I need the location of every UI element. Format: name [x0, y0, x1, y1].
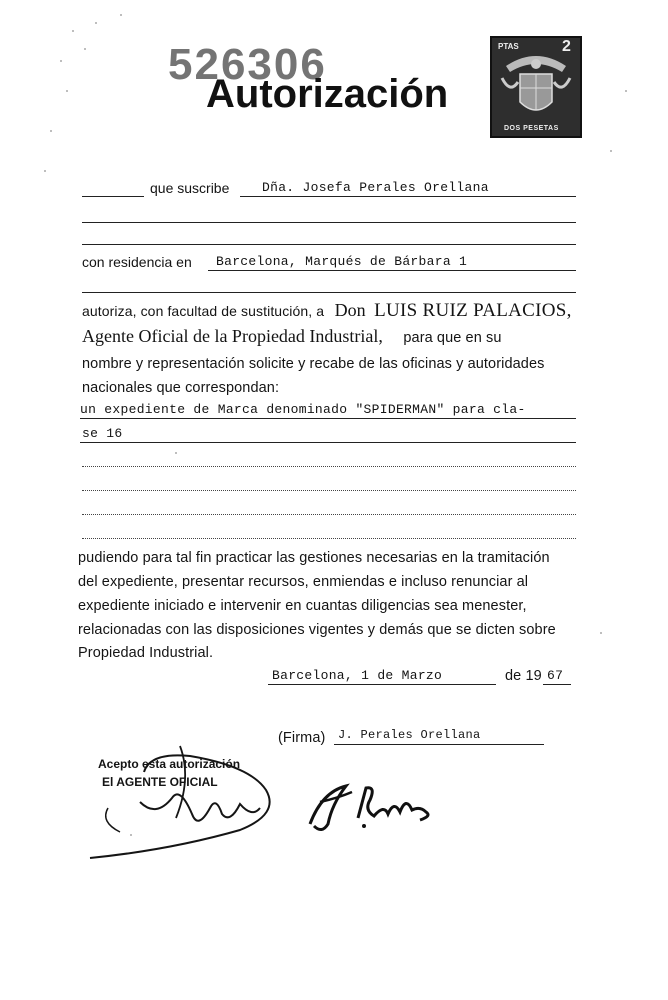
body-line-4: nacionales que correspondan: [82, 380, 280, 396]
year-line [543, 684, 571, 685]
blank-line [82, 292, 576, 293]
acceptance-line-2: El AGENTE OFICIAL [102, 775, 218, 789]
que-suscribe-label: que suscribe [150, 180, 230, 196]
agent-prefix: Don [334, 300, 366, 320]
residence-line [208, 270, 576, 271]
stamp-denomination-top: PTAS [498, 42, 519, 51]
closing-line-4: relacionadas con las disposiciones vigentes y demás que se dicten sobre [78, 622, 556, 638]
closing-line-1: pudiendo para tal fin practicar las gestiones necesarias en la tramitación [78, 550, 550, 566]
place-date: Barcelona, 1 de Marzo [272, 668, 443, 683]
year-value: 67 [547, 668, 564, 683]
agent-title: Agente Oficial de la Propiedad Industrial, [82, 326, 383, 346]
year-label: de 19 [505, 668, 542, 684]
blank-line [82, 514, 576, 515]
place-date-line [268, 684, 496, 685]
signer-name: Dña. Josefa Perales Orellana [262, 180, 489, 195]
blank-line [82, 222, 576, 223]
stamp-text: DOS PESETAS [504, 125, 559, 132]
page-title: Autorización [206, 72, 449, 116]
file-number: 526306 [168, 40, 327, 89]
typed-signer-name: J. Perales Orellana [338, 728, 481, 742]
signature-line [334, 744, 544, 745]
coat-of-arms-icon [492, 38, 580, 136]
acceptance-line-1: Acepto esta autorización [98, 757, 241, 771]
blank-line [82, 538, 576, 539]
stamp-denomination-value: 2 [562, 38, 571, 55]
fiscal-stamp [490, 36, 582, 138]
para-text: para que en su [403, 330, 502, 346]
blank-line [82, 466, 576, 467]
closing-line-3: expediente iniciado e intervenir en cuantas diligencias sea menester, [78, 598, 527, 614]
residence-label: con residencia en [82, 254, 192, 270]
residence-value: Barcelona, Marqués de Bárbara 1 [216, 254, 468, 269]
agent-signature-icon [80, 738, 300, 868]
request-line-1: un expediente de Marca denominado "SPIDERMAN" para cla- [80, 402, 526, 417]
agent-name: LUIS RUIZ PALACIOS, [374, 300, 572, 321]
authorize-text: autoriza, con facultad de sustitución, a [82, 303, 325, 319]
signature-label: (Firma) [278, 730, 326, 746]
body-line-3: nombre y representación solicite y recabe de las oficinas y autoridades [82, 356, 545, 372]
request-underline [80, 442, 576, 443]
agent-title-line [82, 326, 502, 347]
blank-line [82, 196, 144, 197]
blank-line [82, 490, 576, 491]
blank-line [82, 244, 576, 245]
request-underline [80, 418, 576, 419]
closing-line-2: del expediente, presentar recursos, enmiendas e incluso renunciar al [78, 574, 529, 590]
closing-line-5: Propiedad Industrial. [78, 645, 214, 661]
request-line-2: se 16 [82, 426, 123, 441]
signer-signature-icon [302, 776, 442, 836]
signer-line [240, 196, 576, 197]
authorize-line [82, 300, 572, 322]
